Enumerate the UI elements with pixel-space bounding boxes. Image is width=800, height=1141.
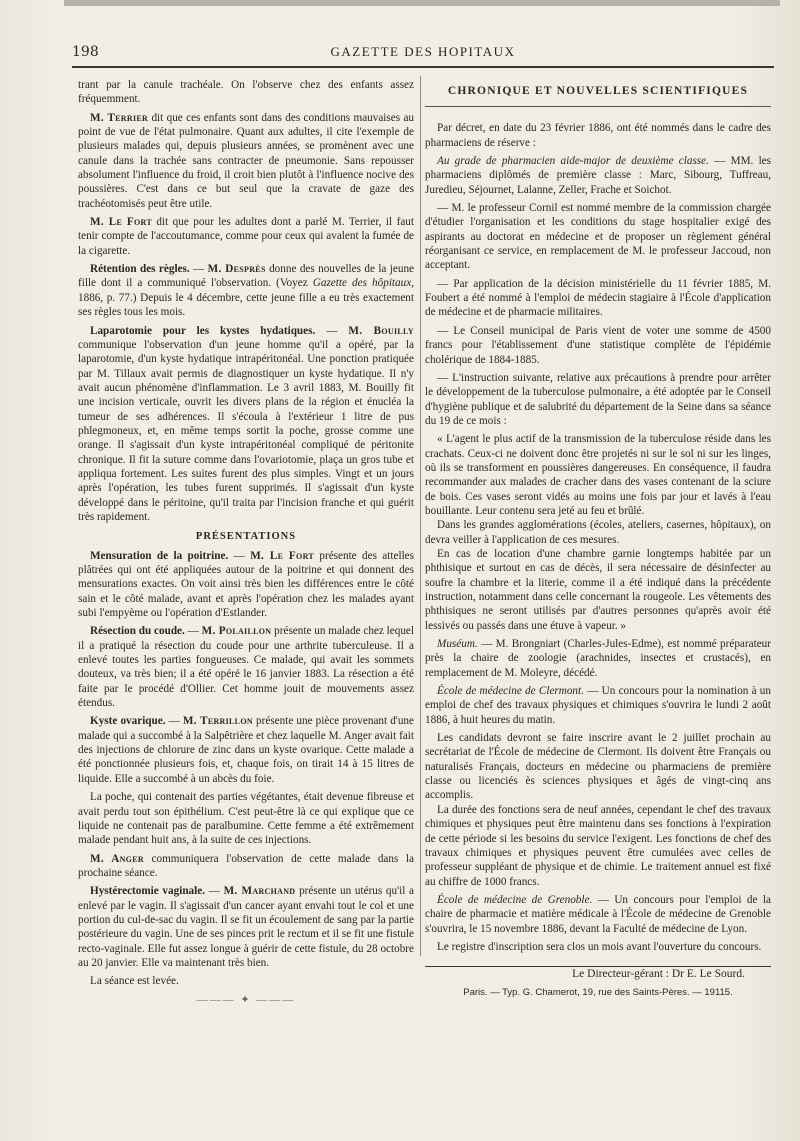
speaker-name: M. Bouilly	[348, 324, 414, 337]
column-divider	[420, 76, 421, 956]
paragraph: École de médecine de Grenoble. — Un concours pour l'emploi de la chaire de pharmacie et matière médicale à l'École de médecine de Grenoble s'ouvrira, le 15 novembre 1886, devant la Faculté de médecine de Lyon.	[425, 893, 771, 935]
page-number: 198	[72, 44, 99, 60]
closing-line: La séance est levée.	[90, 975, 179, 988]
paragraph: Hystérectomie vaginale. — M. Marchand présente un utérus qu'il a enlevé par le vagin. Il s'agissait d'un cancer ayant envahi tout le col et une portion du cul-de-sac du vagin. Il se fit un écoulement de sang par la partie postérieure du vagin. Une de ses pinces prit le rectum et il se fit une fistule recto-vaginale. Elle fut assez longue à guérir de cette fistule, du 28 octobre au 20 janvier. Elle va maintenant très bien.	[78, 885, 414, 969]
paragraph: École de médecine de Clermont. — Un concours pour la nomination à un emploi de chef des travaux physiques et chimiques s'ouvrira le lundi 2 août 1886, à huit heures du matin.	[425, 685, 771, 726]
paragraph: Dans les grandes agglomérations (écoles, ateliers, casernes, hôpitaux), on devra veiller à l'application de ces mesures.	[425, 519, 771, 546]
topic-heading: Rétention des règles.	[90, 263, 190, 276]
paragraph: En cas de location d'une chambre garnie longtemps habitée par un phthisique et surtout en cas de décès, il sera nécessaire de désinfecter au soufre la chambre et la literie, comme il a été indiqué dans la précédente instruction, notamment dans celle concernant la rougeole. Les vêtements des phthisiques ne seront utilisés par d'autres personnes qu'après avoir été lessivés ou passés dans une étuve à vapeur. »	[425, 547, 771, 632]
chronicle-title: CHRONIQUE ET NOUVELLES SCIENTIFIQUES	[425, 84, 771, 107]
director-signature: Le Directeur-gérant : Dr E. Le Sourd.	[572, 968, 745, 981]
paragraph: Résection du coude. — M. Polaillon présente un malade chez lequel il a pratiqué la résection du coude pour une arthrite tuberculeuse. Il a enlevé toutes les parties fongueuses. Ce malade, qui avait les sommets douteux, va très bien; il a été opéré le 16 janvier 1883. La résection a été faite par le procédé d'Ollier. Cet homme jouit de mouvements assez étendus.	[78, 625, 414, 710]
paragraph: Le registre d'inscription sera clos un mois avant l'ouverture du concours.	[437, 940, 762, 953]
paragraph: — L'instruction suivante, relative aux précautions à prendre pour arrêter le développement de la tuberculose pulmonaire, a été adoptée par le Conseil d'hygiène publique et de salubrité du département de la Seine dans sa séance du 19 de ce mois :	[425, 371, 771, 427]
paragraph: Kyste ovarique. — M. Terrillon présente une pièce provenant d'une malade qui a succombé à la Salpêtrière et chez laquelle M. Anger avait fait des injections de chlorure de zinc dans un kyste ovarique. Cette malade a été ponctionnée plusieurs fois, et, chaque fois, on tirait 14 à 15 litres de liquide. Elle a succombé à un abcès du foie.	[78, 715, 414, 785]
paragraph: « L'agent le plus actif de la transmission de la tuberculose réside dans les crachats. Ceux-ci ne doivent donc être projetés ni sur le sol ni sur les linges, où ils se transforment en poussières dangereuses. En conséquence, il faudra recommander aux malades de cracher dans des vases contenant de la sciure de bois. Ces vases seront vidés au moins une fois par jour et lavés à l'eau bouillante. Leur contenu sera jeté au feu et brûlé.	[425, 433, 771, 517]
paragraph: — Le Conseil municipal de Paris vient de voter une somme de 4500 francs pour l'établissement d'une statistique complète de l'épidémie cholérique de 1884-1885.	[425, 324, 771, 366]
printer-imprint: Paris. — Typ. G. Chamerot, 19, rue des Saints-Pères. — 19115.	[463, 986, 733, 998]
speaker-name: M. Terrillon	[182, 715, 253, 728]
speaker-name: M. Le Fort	[250, 549, 314, 562]
paragraph: Mensuration de la poitrine. — M. Le Fort présente des attelles plâtrées qui ont été appliquées autour de la poitrine et qui donnent des mensurations exactes. On voit ainsi très bien les différences entre le côté sain et le côté malade, avant et après l'opération chez les malades ayant subi l'empyème ou l'opération d'Estlander.	[78, 549, 414, 620]
speaker-name: M. Desprès	[207, 263, 266, 276]
section-heading: PRÉSENTATIONS	[195, 531, 297, 543]
topic-heading: Mensuration de la poitrine.	[90, 549, 229, 562]
speaker-name: M. Le Fort	[90, 216, 152, 229]
speaker-name: M. Terrier	[90, 111, 149, 124]
speaker-name: M. Marchand	[223, 885, 296, 898]
page-header	[72, 44, 774, 68]
paragraph: trant par la canule trachéale. On l'observe chez des enfants assez fréquemment.	[78, 79, 414, 106]
ornamental-rule: ——— ✦ ———	[196, 993, 296, 1006]
right-column	[425, 78, 771, 1000]
paragraph: Rétention des règles. — M. Desprès donne des nouvelles de la jeune fille dont il a communiqué l'observation. (Voyez Gazette des hôpitaux, 1886, p. 77.) Depuis le 4 décembre, cette jeune fille a eu très exactement ses règles tous les mois.	[78, 263, 415, 319]
top-edge-band	[64, 0, 780, 6]
speaker-name: M. Anger	[90, 852, 144, 865]
running-head: GAZETTE DES HOPITAUX	[330, 44, 516, 59]
paragraph: M. Le Fort dit que pour les adultes dont a parlé M. Terrier, il faut tenir compte de l'accoutumance, comme pour ceux qui avalent la fumée de la cigarette.	[78, 216, 414, 257]
topic-heading: Résection du coude.	[90, 625, 185, 638]
paragraph: M. Terrier dit que ces enfants sont dans des conditions mauvaises au point de vue de l'état pulmonaire. Quant aux adultes, il cite l'exemple de plusieurs malades qui, depuis plusieurs années, se promènent avec une canule dans la trachée sans contracter de pneumonie. Sans repousser absolument l'influence du froid, il croit bien plutôt à l'influence nocive des poussières. C'est dans ce but seul que la cravate de gaze des trachéotomisés peut être utile.	[78, 111, 414, 210]
paragraph: La poche, qui contenait des parties végétantes, était devenue fibreuse et avait perdu tout son épithélium. C'est peut-être là ce qui explique que ce liquide ne contenait pas de paralbumine. Cette femme a été extrêmement malade pendant huit ans, à la suite de ces injections.	[78, 791, 414, 847]
topic-heading: Hystérectomie vaginale.	[90, 885, 206, 898]
paragraph: La durée des fonctions sera de neuf années, cependant le chef des travaux chimiques et physiques peut être maintenu dans ses fonctions à l'expiration de cette période si les besoins du service l'exigent. Les fonctions de chef des travaux chimiques et physiques peuvent être cumulées avec celles de professeur suppléant de physique et de chimie. Le traitement annuel est fixé au chiffre de 1000 francs.	[425, 803, 771, 888]
paragraph: — Par application de la décision ministérielle du 11 février 1885, M. Foubert a été nommé à l'emploi de médecin stagiaire à l'École d'application de médecine et de pharmacie militaires.	[425, 277, 771, 319]
left-column	[78, 78, 414, 1007]
speaker-name: M. Polaillon	[201, 625, 272, 638]
topic-heading: Laparotomie pour les kystes hydatiques.	[90, 324, 316, 337]
paragraph: — M. le professeur Cornil est nommé membre de la commission chargée d'étudier l'organisation et les conditions du stage hospitalier exigé des aspirants au doctorat en médecine et de proposer un règlement général réorganisant ce service, en remplacement de M. le professeur Jaccoud, non acceptant.	[425, 202, 771, 272]
paragraph: Au grade de pharmacien aide-major de deuxième classe. — MM. les pharmaciens diplômés de première classe : Marc, Sibourg, Tuffreau, Jurediеu, Séjournet, Lalanne, Zeller, Frache et Soichot.	[425, 155, 771, 196]
paragraph: Par décret, en date du 23 février 1886, ont été nommés dans le cadre des pharmaciens de réserve :	[425, 122, 771, 149]
paragraph: Laparotomie pour les kystes hydatiques. — M. Bouilly communique l'observation d'un jeune homme qu'il a opéré, par la laparotomie, d'un kyste hydatique intrapéritonéal. Une ponction pratiquée par M. Tillaux avait permis de diagnostiquer un kyste hydatique. Il n'y avait aucun phénomène d'inflammation. Le 3 avril 1883, M. Bouilly fit une incision verticale, ouvrit les divers plans de la région et énucléa la tumeur de ses adhérences. Il s'écoula à l'extérieur 1 litre de pus phlegmoneux, et, en même temps sortit la poche, grosse comme une orange. Il s'agissait d'un kyste intrapéritonéal compliqué de péritonite chronique. Il fit la suture comme dans l'ovariotomie, plaça un gros tube et appliqua fortement. Les suites furent des plus simples. Vingt et un jours après l'opération, les tubes furent supprimés. Il s'agissait d'un kyste développé dans le péritoine, qu'il traita par l'incision franche et qui guérit très rapidement.	[78, 324, 414, 523]
paragraph: M. Anger communiquera l'observation de cette malade dans la prochaine séance.	[78, 852, 414, 879]
topic-heading: Kyste ovarique.	[90, 715, 166, 728]
paragraph: Muséum. — M. Brongniart (Charles-Jules-Edme), est nommé préparateur près la chaire de zoologie (arachnides, insectes et crustacés), en remplacement de M. Moleyre, décédé.	[425, 638, 771, 679]
paragraph: Les candidats devront se faire inscrire avant le 2 juillet prochain au secrétariat de l'École de médecine de Clermont. Ils doivent être Français ou naturalisés Français, docteurs en médecine ou pharmaciens de première classe ou licenciés ès sciences physiques et âgés de vingt-cinq ans accomplis.	[425, 732, 771, 802]
